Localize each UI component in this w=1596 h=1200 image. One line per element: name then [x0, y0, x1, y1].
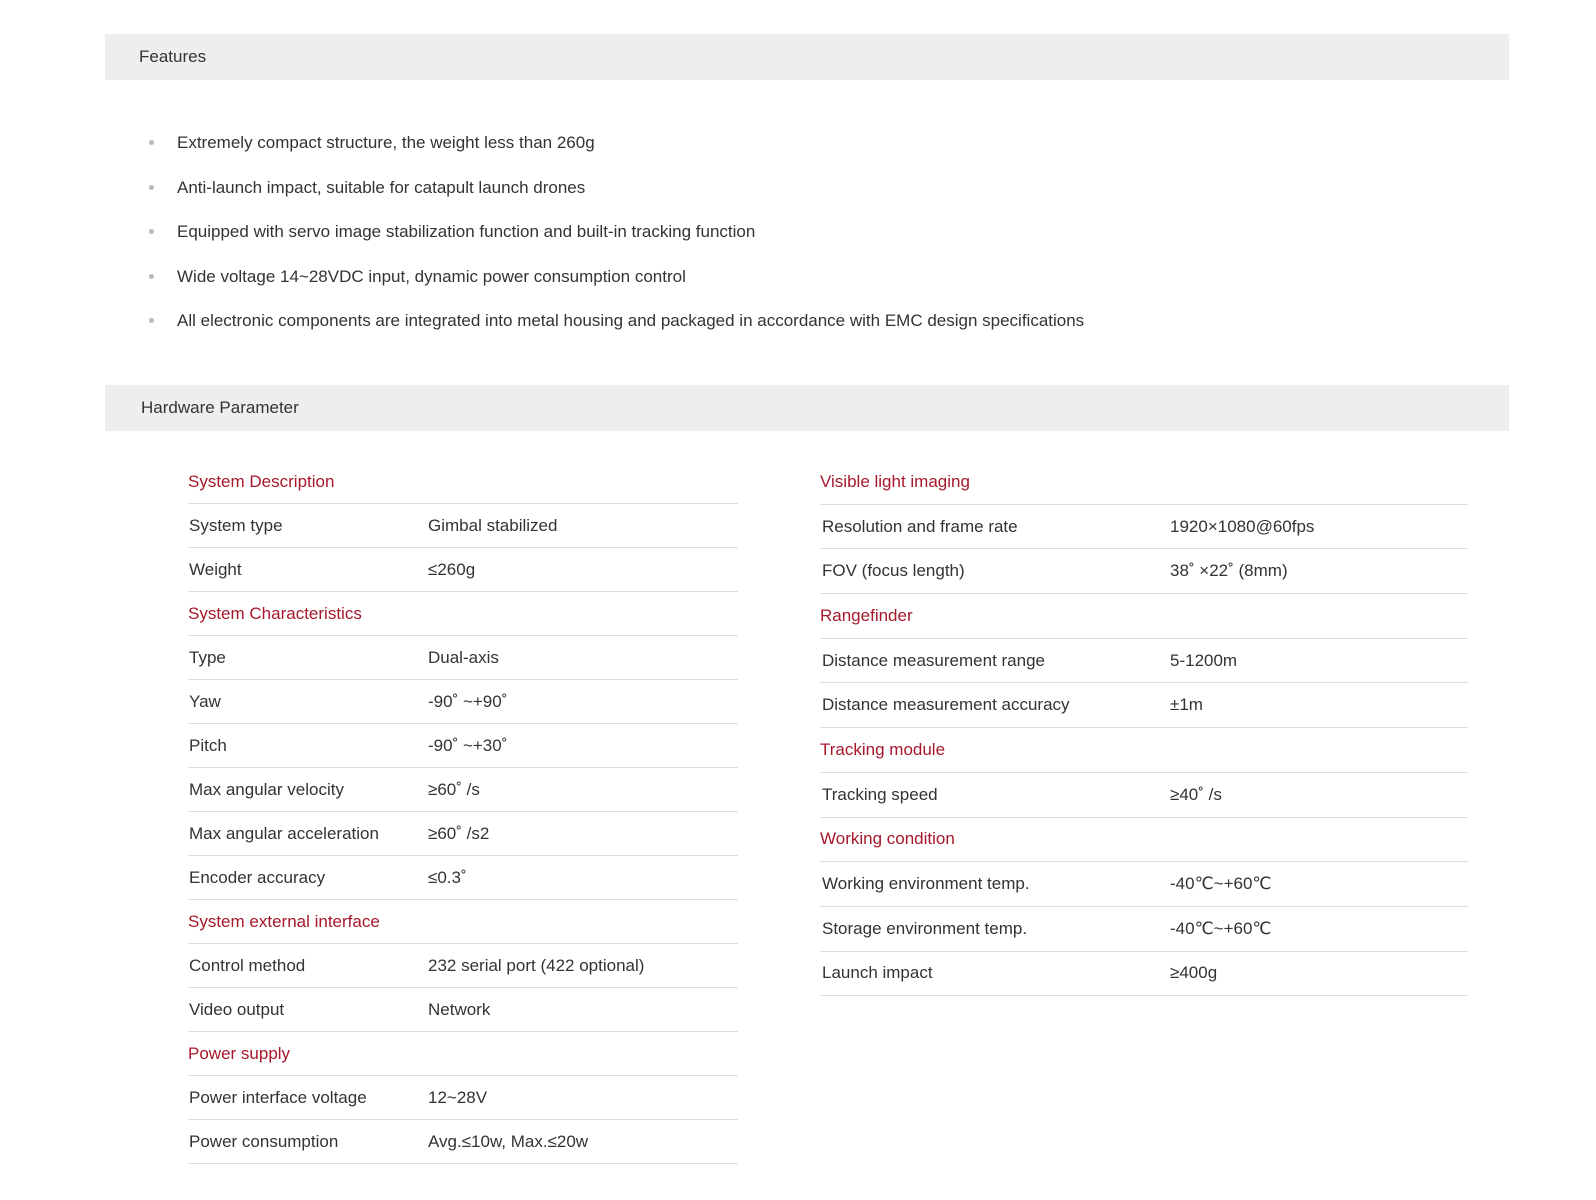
- category-label: Tracking module: [820, 739, 946, 759]
- param-row: [820, 907, 1468, 952]
- param-row: [820, 683, 1468, 728]
- param-value: -90˚ ~+90˚: [428, 691, 508, 711]
- feature-text: Equipped with servo image stabilization function and built-in tracking function: [177, 222, 756, 241]
- features-section-title: Features: [139, 47, 207, 66]
- param-value: Network: [428, 999, 491, 1019]
- param-label: Yaw: [189, 691, 221, 711]
- category-label: Visible light imaging: [820, 471, 970, 491]
- feature-item: [145, 262, 1395, 307]
- category-label: Rangefinder: [820, 605, 913, 625]
- param-value: ≥60˚ /s2: [428, 823, 490, 843]
- category-label: Power supply: [188, 1043, 291, 1063]
- param-row: [188, 944, 738, 988]
- param-label: System type: [189, 515, 283, 535]
- param-category-heading: [820, 460, 1468, 505]
- param-value: ≥60˚ /s: [428, 779, 480, 799]
- param-label: Weight: [189, 559, 242, 579]
- param-label: Tracking speed: [822, 784, 938, 804]
- param-row: [188, 636, 738, 680]
- param-category-heading: [188, 592, 738, 636]
- param-value: Dual-axis: [428, 647, 499, 667]
- param-value: 232 serial port (422 optional): [428, 955, 645, 975]
- bullet-icon: [149, 274, 154, 279]
- param-category-heading: [188, 1032, 738, 1076]
- param-value: 5-1200m: [1170, 650, 1238, 670]
- param-value: -40℃~+60℃: [1170, 918, 1272, 938]
- param-label: Distance measurement range: [822, 650, 1046, 670]
- param-row: [188, 856, 738, 900]
- param-row: [820, 862, 1468, 907]
- param-row: [820, 639, 1468, 684]
- bullet-icon: [149, 185, 154, 190]
- category-label: Working condition: [820, 829, 955, 849]
- feature-item: [145, 173, 1395, 218]
- param-row: [820, 505, 1468, 550]
- param-category-heading: [188, 900, 738, 944]
- category-label: System external interface: [188, 911, 380, 931]
- param-label: FOV (focus length): [822, 561, 965, 581]
- param-label: Resolution and frame rate: [822, 516, 1018, 536]
- param-value: ≥400g: [1170, 963, 1218, 983]
- feature-item: [145, 306, 1395, 351]
- param-row: [820, 549, 1468, 594]
- param-row: [188, 548, 738, 592]
- param-value: 38˚ ×22˚ (8mm): [1170, 561, 1288, 581]
- category-label: System Characteristics: [188, 603, 362, 623]
- feature-text: All electronic components are integrated into metal housing and packaged in accordance with EMC design specifications: [177, 311, 1085, 330]
- param-value: Avg.≤10w, Max.≤20w: [428, 1131, 589, 1151]
- feature-text: Extremely compact structure, the weight less than 260g: [177, 133, 595, 152]
- param-row: [188, 768, 738, 812]
- hardware-left-column: [188, 460, 738, 1164]
- param-value: Gimbal stabilized: [428, 515, 558, 535]
- param-value: ±1m: [1170, 695, 1203, 715]
- param-row: [188, 988, 738, 1032]
- param-value: ≥40˚ /s: [1170, 784, 1222, 804]
- param-label: Power interface voltage: [189, 1087, 367, 1107]
- param-value: ≤260g: [428, 559, 476, 579]
- features-list: [145, 128, 1395, 351]
- param-category-heading: [820, 818, 1468, 863]
- param-label: Distance measurement accuracy: [822, 695, 1070, 715]
- param-row: [188, 1076, 738, 1120]
- param-row: [188, 1120, 738, 1164]
- param-label: Encoder accuracy: [189, 867, 326, 887]
- param-label: Video output: [189, 999, 285, 1019]
- param-label: Max angular velocity: [189, 779, 344, 799]
- param-label: Type: [189, 647, 226, 667]
- param-category-heading: [820, 728, 1468, 773]
- feature-text: Wide voltage 14~28VDC input, dynamic power consumption control: [177, 266, 686, 286]
- param-value: ≤0.3˚: [428, 867, 467, 887]
- bullet-icon: [149, 229, 154, 234]
- param-value: -90˚ ~+30˚: [428, 735, 508, 755]
- param-label: Control method: [189, 955, 306, 975]
- param-row: [820, 952, 1468, 997]
- param-row: [188, 812, 738, 856]
- param-label: Pitch: [189, 735, 227, 755]
- param-value: 1920×1080@60fps: [1170, 516, 1315, 536]
- hardware-section-header: [105, 385, 1509, 431]
- param-label: Max angular acceleration: [189, 823, 379, 843]
- bullet-icon: [149, 318, 154, 323]
- param-row: [188, 504, 738, 548]
- category-label: System Description: [188, 471, 335, 491]
- param-category-heading: [188, 460, 738, 504]
- features-section-header: [105, 34, 1509, 80]
- hardware-section-title: Hardware Parameter: [141, 398, 299, 417]
- param-value: -40℃~+60℃: [1170, 874, 1272, 894]
- param-row: [188, 724, 738, 768]
- hardware-right-column: [820, 460, 1468, 996]
- param-category-heading: [820, 594, 1468, 639]
- param-row: [820, 773, 1468, 818]
- param-label: Working environment temp.: [822, 874, 1030, 894]
- feature-item: [145, 217, 1395, 262]
- param-value: 12~28V: [428, 1087, 488, 1107]
- bullet-icon: [149, 140, 154, 145]
- param-row: [188, 680, 738, 724]
- param-label: Storage environment temp.: [822, 918, 1028, 938]
- param-label: Power consumption: [189, 1131, 339, 1151]
- feature-text: Anti-launch impact, suitable for catapult launch drones: [177, 177, 586, 197]
- feature-item: [145, 128, 1395, 173]
- param-label: Launch impact: [822, 963, 933, 983]
